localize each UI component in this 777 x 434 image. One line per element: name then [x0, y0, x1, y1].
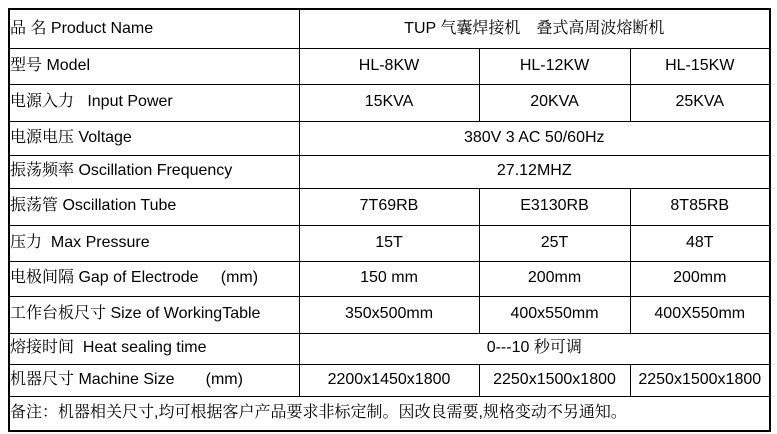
product-name-value: TUP 气囊焊接机 叠式高周波熔断机	[299, 9, 770, 48]
remarks-note: 备注：机器相关尺寸,均可根据客户产品要求非标定制。因改良需要,规格变动不另通知。	[9, 396, 770, 431]
input-power-value-2: 20KVA	[479, 84, 630, 121]
voltage-label: 电源电压 Voltage	[9, 121, 299, 155]
machine-size-label: 机器尺寸 Machine Size (mm)	[9, 364, 299, 396]
row-oscillation-frequency	[9, 155, 770, 188]
row-remarks	[9, 396, 770, 431]
machine-size-value-1: 2200x1450x1800	[299, 364, 479, 396]
oscillation-tube-value-1: 7T69RB	[299, 188, 479, 225]
heat-sealing-time-label: 熔接时间 Heat sealing time	[9, 333, 299, 364]
machine-size-value-2: 2250x1500x1800	[479, 364, 630, 396]
model-value-3: HL-15KW	[630, 48, 770, 84]
input-power-label: 电源入力 Input Power	[9, 84, 299, 121]
gap-of-electrode-value-2: 200mm	[479, 261, 630, 296]
working-table-size-label: 工作台板尺寸 Size of WorkingTable	[9, 296, 299, 333]
heat-sealing-time-value: 0---10 秒可调	[299, 333, 770, 364]
row-machine-size	[9, 364, 770, 396]
voltage-value: 380V 3 AC 50/60Hz	[299, 121, 770, 155]
model-value-1: HL-8KW	[299, 48, 479, 84]
gap-of-electrode-label: 电极间隔 Gap of Electrode (mm)	[9, 261, 299, 296]
input-power-value-1: 15KVA	[299, 84, 479, 121]
machine-size-value-3: 2250x1500x1800	[630, 364, 770, 396]
row-working-table-size	[9, 296, 770, 333]
oscillation-tube-value-3: 8T85RB	[630, 188, 770, 225]
row-model	[9, 48, 770, 84]
row-voltage	[9, 121, 770, 155]
model-value-2: HL-12KW	[479, 48, 630, 84]
oscillation-tube-value-2: E3130RB	[479, 188, 630, 225]
gap-of-electrode-value-3: 200mm	[630, 261, 770, 296]
product-name-label: 品 名 Product Name	[9, 9, 299, 48]
row-oscillation-tube	[9, 188, 770, 225]
row-product-name	[9, 9, 770, 48]
gap-of-electrode-value-1: 150 mm	[299, 261, 479, 296]
model-label: 型号 Model	[9, 48, 299, 84]
working-table-size-value-1: 350x500mm	[299, 296, 479, 333]
max-pressure-value-1: 15T	[299, 225, 479, 261]
working-table-size-value-3: 400X550mm	[630, 296, 770, 333]
input-power-value-3: 25KVA	[630, 84, 770, 121]
row-max-pressure	[9, 225, 770, 261]
max-pressure-value-3: 48T	[630, 225, 770, 261]
working-table-size-value-2: 400x550mm	[479, 296, 630, 333]
max-pressure-value-2: 25T	[479, 225, 630, 261]
row-gap-of-electrode	[9, 261, 770, 296]
oscillation-tube-label: 振荡管 Oscillation Tube	[9, 188, 299, 225]
row-input-power	[9, 84, 770, 121]
max-pressure-label: 压力 Max Pressure	[9, 225, 299, 261]
oscillation-frequency-value: 27.12MHZ	[299, 155, 770, 188]
row-heat-sealing-time	[9, 333, 770, 364]
product-spec-table	[8, 8, 771, 432]
oscillation-frequency-label: 振荡频率 Oscillation Frequency	[9, 155, 299, 188]
